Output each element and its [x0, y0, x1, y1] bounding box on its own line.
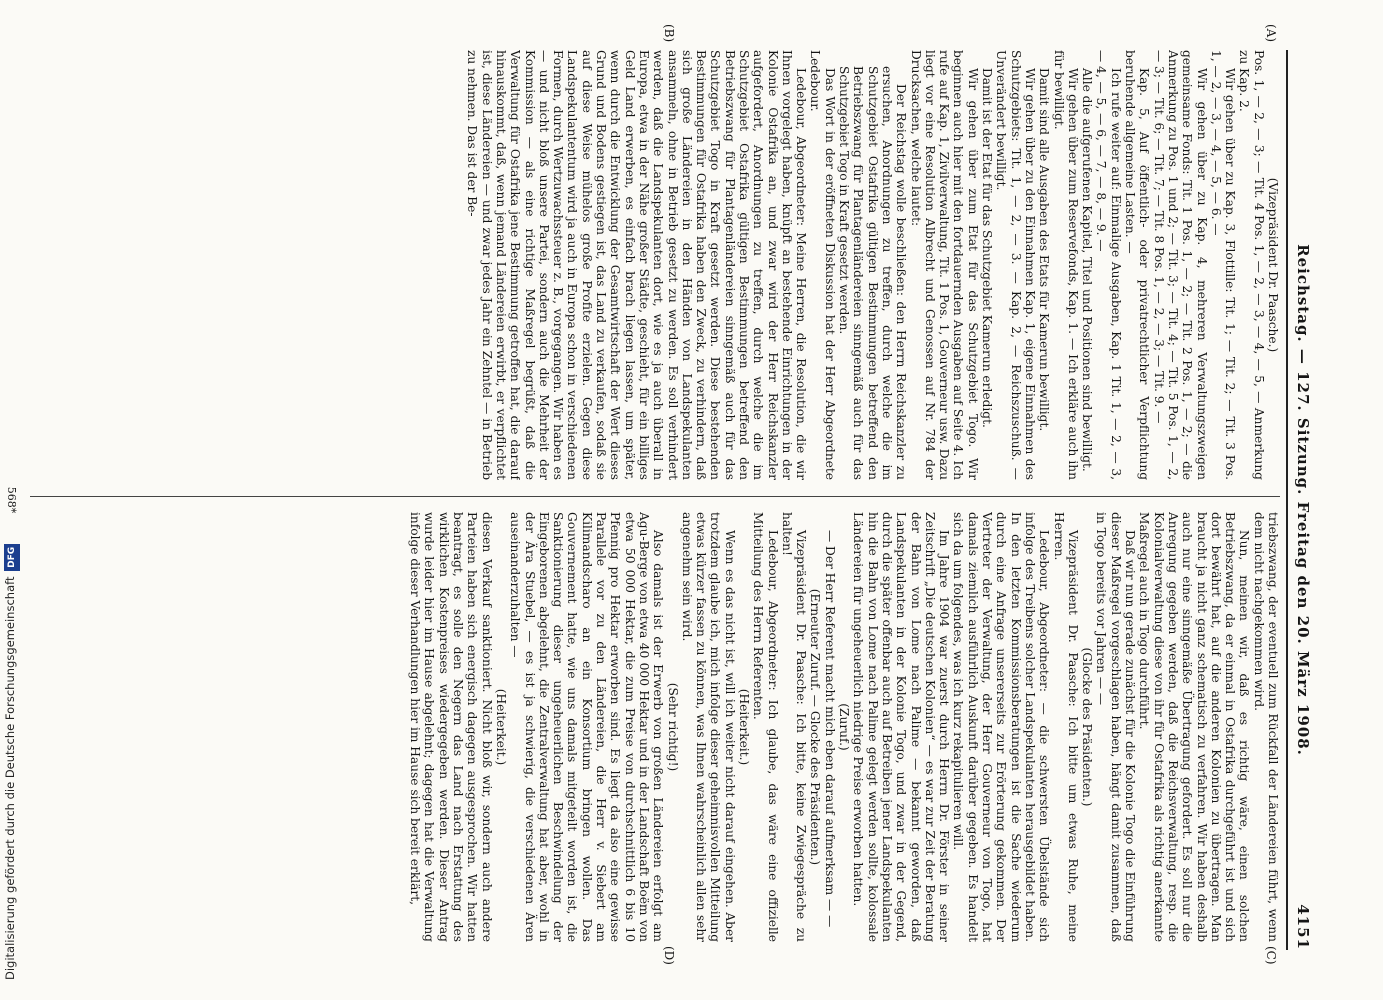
- margin-mark-c: (C): [1264, 946, 1278, 965]
- paragraph: diesen Verkauf sanktioniert. Nicht bloß wir, sondern auch andere Parteien haben sich energisch dagegen ausgesprochen. Wir hatten beantragt, es solle den Negern das Land nach Erstattung des wirklichen Kostenpreises wiedergegeben werden. Dieser Antrag wurde leider hier im Hause abgelehnt; dagegen hat die Verwaltung infolge dieser Verhandlungen hier im Hause sich bereit erklärt,: [408, 512, 494, 942]
- margin-mark-b: (B): [662, 24, 676, 43]
- paragraph: Damit sind alle Ausgaben des Etats für Kamerun bewilligt.: [1037, 68, 1052, 432]
- speech-paragraph: Ledebour, Abgeordneter: Ich glaube, das wäre eine offizielle Mitteilung des Herrn Referenten.: [751, 512, 780, 942]
- paragraph: Damit ist der Etat für das Schutzgebiet Kamerun erledigt.: [980, 68, 995, 428]
- margin-mark-d: (D): [662, 946, 676, 965]
- paragraph: Im Jahre 1904 war zuerst durch Herrn Dr. Förster in seiner Zeitschrift „Die deutschen Kolonien“ — es war zur Zeit der Beratung der Bahn von Lome nach Palime — bekannt geworden, daß Landspekulanten in der Kolonie Togo, und zwar in der Gegend, durch die später offenbar auch auf Betreiben jener Landspekulanten hin die Bahn von Lome nach Palime gelegt werden sollte, kolossale Ländereien für ungeheuerlich niedrige Preise erworben hatten.: [851, 512, 952, 942]
- stage-direction: (Sehr richtig!): [665, 682, 680, 772]
- stage-direction: (Heiterkeit.): [737, 688, 752, 766]
- stage-direction: (Glocke des Präsidenten.): [1080, 647, 1095, 807]
- speech-paragraph: Ledebour, Abgeordneter: — die schwersten Übelstände sich infolge des Treibens solcher Landspekulanten herausgebildet haben. In den letzten Kommissionsberatungen ist die Sache wiederum durch eine Anfrage unsererseits zur Erörterung gekommen. Der Vertreter der Verwaltung, der Herr Gouverneur von Togo, hat damals ziemlich ausführlich Auskunft darüber gegeben. Es handelt sich da um folgendes, was ich kurz rekapitulieren will.: [951, 512, 1052, 942]
- right-column: [30, 512, 1280, 942]
- paragraph: Wenn es das nicht ist, will ich weiter nicht darauf eingehen. Aber trotzdem glaube ich, mich infolge dieser geheimnisvollen Mitteilung etwas kürzer fassen zu können, was Ihnen wahrscheinlich allen sehr angenehm sein wird.: [679, 512, 737, 942]
- paragraph: — Der Herr Referent macht mich eben darauf aufmerksam — —: [822, 530, 837, 928]
- rotated-page: [5, 24, 1318, 965]
- paragraph: Wir gehen über zum Reservefonds, Kap. 1. — Ich erkläre auch ihn für bewilligt.: [1051, 50, 1080, 480]
- speaker-note: (Vizepräsident Dr. Paasche.): [1266, 177, 1280, 353]
- page-header: [1286, 50, 1318, 950]
- paragraph: Vizepräsident Dr. Paasche: Ich bitte um etwas Ruhe, meine Herren.: [1051, 512, 1080, 942]
- paragraph: Das Wort in der eröffneten Diskussion hat der Herr Abgeordnete Ledebour.: [808, 50, 837, 480]
- paragraph: Wir gehen über zu Kap. 4, mehreren Verwaltungszweigen gemeinsame Fonds: Tit. 1 Pos. 1, — 2; — Tit. 2 Pos. 1, — 2; — die Anmerkung zu Pos. 1 und 2; — Tit. 3; — Tit. 4; — Tit. 5 Pos. 1, — 2, — 3; — Tit. 6; — Tit. 7; — Tit. 8 Pos. 1, — 2, — 3; — Tit. 9. —: [1151, 50, 1209, 480]
- paragraph: Vizepräsident Dr. Paasche: Ich bitte, keine Zwiegespräche zu halten!: [779, 512, 809, 942]
- paragraph: Wir gehen über zum Etat für das Schutzgebiet Togo. Wir beginnen auch hier mit den fortdauernden Ausgaben auf Seite 4. Ich rufe auf Kap. 1, Zivilverwaltung, Tit. 1 Pos. 1, Gouverneur usw. Dazu liegt vor eine Resolution Albrecht und Genossen auf Nr. 784 der Drucksachen, welche lautet:: [908, 50, 980, 480]
- margin-mark-a: (A): [1264, 24, 1278, 43]
- paragraph: Daß wir nun gerade zunächst für die Kolonie Togo die Einführung dieser Maßregel vorgeschlagen haben, hängt damit zusammen, daß in Togo bereits vor Jahren — —: [1094, 512, 1138, 942]
- paragraph: Alle die aufgerufenen Kapitel, Titel und Positionen sind bewilligt.: [1080, 68, 1095, 472]
- resolution-text: Der Reichstag wolle beschließen: den Herrn Reichskanzler zu ersuchen, Anordnungen zu treffen, durch welche die im Schutzgebiet Ostafrika gültigen Bestimmungen betreffend den Betriebszwang für Plantagenländereien sinngemäß auch für das Schutzgebiet Togo in Kraft gesetzt werden.: [837, 66, 909, 480]
- dfg-logo: DFG: [4, 544, 20, 571]
- paragraph: Also damals ist der Erwerb von großen Ländereien erfolgt am Agu-Berge von etwa 40 000 Hektar und in der Landschaft Boëm von etwa 50 000 Hektar, die zum Preise von durchschnittlich 6 bis 10 Pfennig pro Hektar erworben sind. Es liegt da also eine gewisse Parallele vor zu den Ländereien, die Herr v. Siebert am Kilimandscharo an ein Konsortium bringen wollen. Das Gouvernement hatte, wie uns damals mitgeteilt worden ist, die Sanktionierung dieser ungeheuerlichen Beschwindelung der Eingeborenen abgelehnt, die Zentralverwaltung hat aber, wohl in der Ära Stuebel, — es ist ja schwierig, die verschiedenen Ären auseinanderzuhalten —: [508, 512, 666, 942]
- paragraph: Pos. 1, — 2, — 3; — Tit. 4 Pos. 1, — 2, — 3, — 4, — 5, — Anmerkung zu Kap. 2.: [1237, 50, 1266, 480]
- stage-direction: (Zuruf.): [837, 703, 852, 751]
- column-divider: [30, 496, 1280, 497]
- stage-direction: (Heiterkeit.): [493, 688, 508, 766]
- paragraph: triebszwang, der eventuell zum Rückfall der Ländereien führt, wenn dem nicht nachgekommen wird.: [1251, 512, 1280, 942]
- paragraph: Wir gehen über zu Kap. 3, Flottille: Tit. 1; — Tit. 2; — Tit. 3 Pos. 1, — 2, — 3, — 4, — 5, — 6. —: [1208, 50, 1238, 480]
- page-number: 4151: [1294, 904, 1312, 950]
- paragraph: Kap. 5, Auf öffentlich- oder privatrechtlicher Verpflichtung beruhende allgemeine Lasten. —: [1123, 50, 1152, 480]
- page-title: Reichstag. — 127. Sitzung. Freitag den 20. März 1908.: [1294, 244, 1312, 756]
- stage-direction: (Erneuter Zuruf. — Glocke des Präsidenten.): [808, 588, 823, 866]
- paragraph: Wir gehen über zu den Einnahmen Kap. 1, eigene Einnahmen des Schutzgebiets: Tit. 1, — 2, — 3. — Kap. 2, — Reichszuschuß. — Unverändert bewilligt.: [994, 50, 1037, 480]
- paragraph: Nun, meinen wir, daß es richtig wäre, einen solchen Betriebszwang, da er einmal in Ostafrika durchgeführt ist und sich dort bewährt hat, auf die anderen Kolonien zu übertragen. Man braucht ja nicht ganz schematisch zu verfahren. Wir haben deshalb auch nur eine sinngemäße Übertragung gefordert. Es soll nur die Anregung gegeben werden, daß die Reichsverwaltung, resp. die Kolonialverwaltung diese von ihr für Ostafrika als richtig anerkannte Maßregel auch in Togo durchführt.: [1137, 512, 1252, 942]
- credit-text: Digitalisierung gefördert durch die Deutsche Forschungsgemeinschaft: [3, 576, 17, 980]
- paragraph: Ich rufe weiter auf: Einmalige Ausgaben, Kap. 1 Tit. 1, — 2, — 3, — 4, — 5, — 6, — 7, — 8, — 9. —: [1094, 50, 1123, 480]
- left-column: [30, 50, 1280, 480]
- speech-paragraph: Ledebour, Abgeordneter: Meine Herren, die Resolution, die wir Ihnen vorgelegt haben, knüpft an bestehende Einrichtungen in der Kolonie Ostafrika an, und zwar wird der Herr Reichskanzler aufgefordert, Anordnungen zu treffen, durch welche die im Schutzgebiet Ostafrika gültigen Bestimmungen betreffend den Betriebszwang für Plantagenländereien sinngemäß auch für das Schutzgebiet Togo in Kraft gesetzt werden. Diese bestehenden Bestimmungen für Ostafrika haben den Zweck, zu verhindern, daß sich große Ländereien in den Händen von Landspekulanten ansammeln, ohne in Betrieb gesetzt zu werden. Es soll verhindert werden, daß die Landspekulanten dort, wie es ja auch überall in Europa, etwa in der Nähe großer Städte, geschieht, für ein billiges Geld Land erwerben, es einfach brach liegen lassen, um später, wenn durch die Entwicklung der Gesamtwirtschaft der Wert dieses Grund und Bodens gestiegen ist, das Land zu verkaufen, sodaß sie auf diese Weise mühelos große Profite erzielen. Gegen diese Landspekulantentum wird ja auch in Europa schon in verschiedenen Formen, durch Wertzuwachssteuer z. B., vorgegangen. Wir haben es — und nicht bloß unsere Partei, sondern auch die Mehrheit der Kommission — als eine richtige Maßregel begrüßt, daß die Verwaltung für Ostafrika jene Bestimmung getroffen hat, die darauf hinauskommt, daß, wenn jemand Ländereien erwirbt, er verpflichtet ist, diese Ländereien — und zwar jedes Jahr ein Zehntel — in Betrieb zu nehmen. Das ist der Be-: [465, 50, 809, 480]
- digitization-credit: [2, 0, 18, 1000]
- folio: 568*: [5, 486, 18, 514]
